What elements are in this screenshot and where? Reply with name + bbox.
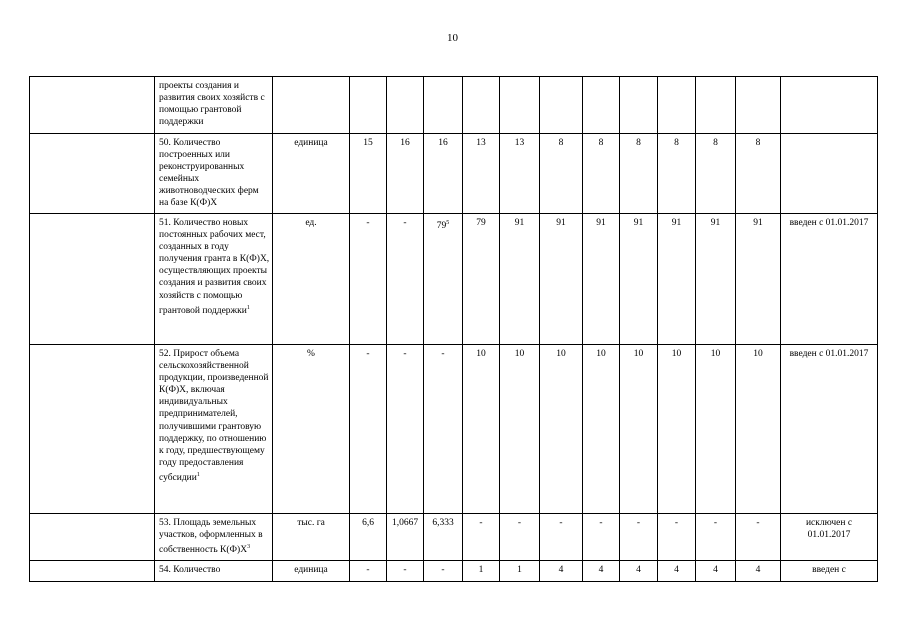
value-cell [736,214,781,345]
value-text: 79 [476,218,486,228]
value-cell [387,345,424,514]
value-text: 13 [476,138,486,148]
indicator-name: проекты создания и развития своих хозяйств с помощью грантовой поддержки [155,77,273,134]
value-text: 79 [436,221,447,232]
value-text: - [479,518,483,528]
value-cell [736,561,781,582]
value-cell [387,514,424,561]
value-text: - [713,518,718,528]
value-text: 6,6 [362,518,374,528]
value-text: 91 [596,218,606,228]
value-text: 1 [517,565,522,575]
table-row [30,514,878,561]
value-cell [583,134,620,214]
value-text: 10 [514,349,525,359]
value-cell [500,214,540,345]
value-cell [658,214,696,345]
value-text: 10 [556,349,566,359]
value-cell [500,561,540,582]
value-cell [540,134,583,214]
value-text: - [441,349,445,359]
value-cell [696,561,736,582]
value-text: - [517,518,522,528]
value-text: 4 [636,565,641,575]
value-cell [620,561,658,582]
value-cell [463,134,500,214]
value-cell [736,345,781,514]
value-text: - [636,518,641,528]
unit-cell: тыс. га [273,514,350,561]
value-text: - [403,349,407,359]
unit-cell: ед. [273,214,350,345]
value-cell [696,134,736,214]
value-cell [583,345,620,514]
value-text: 8 [558,138,564,148]
value-cell [424,514,463,561]
value-cell [350,345,387,514]
value-text: 8 [598,138,604,148]
note-cell [781,134,878,214]
value-cell [696,345,736,514]
value-text: - [366,218,370,228]
value-text: 91 [633,218,644,228]
value-text: 91 [710,218,721,228]
value-cell [500,134,540,214]
value-text: 4 [713,565,718,575]
value-text: 4 [598,565,604,575]
value-text: 1,0667 [391,518,419,528]
value-cell [736,134,781,214]
value-text: 91 [753,218,763,228]
value-text: 10 [596,349,606,359]
value-cell [350,561,387,582]
table-row [30,345,878,514]
value-cell [463,561,500,582]
table-row [30,561,878,582]
value-cell [424,345,463,514]
value-text: 10 [633,349,644,359]
value-text: - [599,518,603,528]
value-text: 8 [713,138,718,148]
footnote-marker: 1 [196,471,200,478]
value-text: - [403,565,407,575]
unit-cell: единица [273,134,350,214]
value-cell [620,214,658,345]
value-text: 10 [753,349,763,359]
value-cell [424,214,463,345]
footnote-marker: 3 [247,544,251,551]
value-text: 8 [755,138,761,148]
value-text: 91 [556,218,566,228]
value-text: - [441,565,445,575]
unit-cell: % [273,345,350,514]
value-text: 10 [476,349,486,359]
indicator-name: 50. Количество построенных или реконструированных семейных животноводческих ферм на базе К(Ф)Х [159,138,259,209]
table-row [30,134,878,214]
value-text: - [559,518,563,528]
indicators-table [29,76,878,582]
value-cell [463,514,500,561]
value-cell [620,345,658,514]
note-cell: введен с 01.01.2017 [781,214,878,345]
value-cell [658,134,696,214]
value-cell [387,561,424,582]
note-cell: введен с 01.01.2017 [781,345,878,514]
value-text: - [756,518,760,528]
value-text: 16 [400,138,410,148]
value-text: 4 [755,565,761,575]
value-text: 10 [671,349,682,359]
value-text: - [403,218,407,228]
value-cell [500,514,540,561]
value-text: 13 [514,138,525,148]
value-cell [350,134,387,214]
value-text: 15 [363,138,373,148]
value-text: 10 [710,349,721,359]
value-text: 1 [478,565,484,575]
value-cell [696,214,736,345]
value-cell [658,345,696,514]
value-text: 4 [674,565,679,575]
value-cell [620,514,658,561]
value-cell [387,214,424,345]
page-number: 10 [447,32,458,44]
value-text: - [366,349,370,359]
value-cell [583,214,620,345]
footnote-marker: 5 [446,220,450,226]
value-cell [583,561,620,582]
value-text: 6,333 [432,518,454,528]
table-row [30,77,878,134]
value-text: 91 [671,218,682,228]
value-cell [620,134,658,214]
value-text: 8 [674,138,679,148]
value-cell [540,214,583,345]
indicator-name: 54. Количество [159,565,221,575]
unit-cell: единица [273,561,350,582]
note-cell: введен с [781,561,878,582]
value-text: - [674,518,679,528]
value-cell [540,514,583,561]
indicator-name: 52. Прирост объема сельскохозяйственной продукции, произведенной К(Ф)Х, включая индивидуальных предпринимателей, получившими грантовую поддержку, по отношению к году, предшествующему году предоставления субсидии [159,349,269,484]
value-text: 8 [636,138,641,148]
value-text: 16 [438,138,448,148]
value-text: 91 [514,218,525,228]
table-row [30,214,878,345]
value-cell [463,214,500,345]
value-cell [424,134,463,214]
value-cell [736,514,781,561]
value-cell [696,514,736,561]
value-cell [658,514,696,561]
value-cell [350,514,387,561]
value-cell [463,345,500,514]
value-cell [424,561,463,582]
value-cell [540,561,583,582]
footnote-marker: 1 [246,304,250,311]
value-text: 4 [558,565,564,575]
indicator-name: 53. Площадь земельных участков, оформленных в собственность К(Ф)Х [159,518,263,556]
value-cell [387,134,424,214]
value-cell [658,561,696,582]
indicator-name: 51. Количество новых постоянных рабочих мест, созданных в году получения гранта в К(Ф)Х, осуществляющих проекты создания и развития своих хозяйств с помощью грантовой поддержки [159,218,270,316]
value-cell [350,214,387,345]
value-cell [500,345,540,514]
value-text: - [366,565,370,575]
value-cell [583,514,620,561]
note-cell: исключен с 01.01.2017 [781,514,878,561]
value-cell [540,345,583,514]
